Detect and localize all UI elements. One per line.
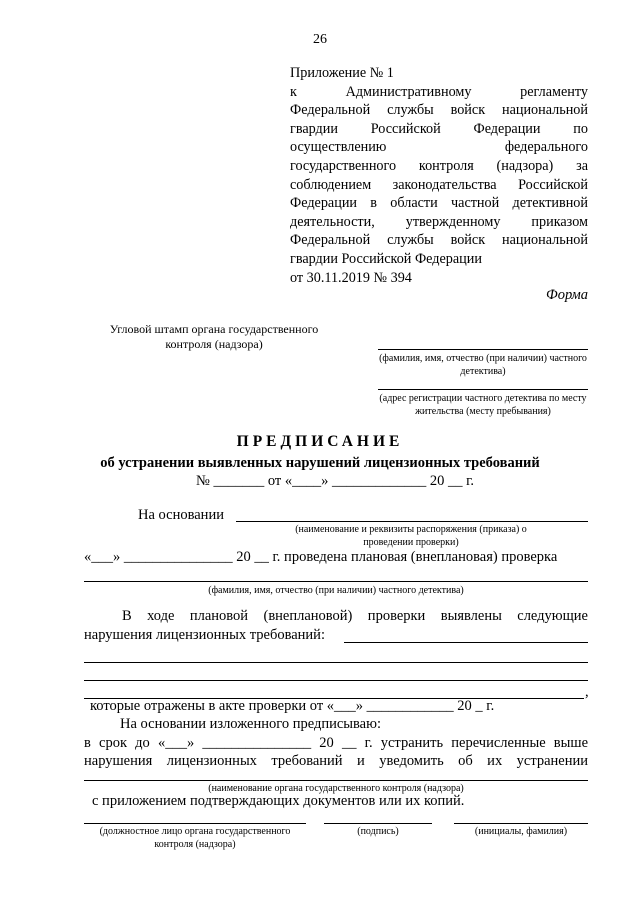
appendix-line: гвардии Российской Федерации по [290,120,588,137]
detective-address-line [378,389,588,390]
act-line: которые отражены в акте проверки от «___» ____________ 20 _ г. [90,698,495,714]
detective-name-caption: (фамилия, имя, отчество (при наличии) частного детектива) [379,353,587,377]
appendix-line: осуществлению федерального [290,139,588,156]
authority-line [84,780,588,781]
appendix-line: Федерации в области частной детективной [290,195,588,212]
attachments-line: с приложением подтверждающих документов или их копий. [92,793,465,809]
document-number-line: № _______ от «____» _____________ 20 __ г. [196,473,475,489]
document-subtitle: об устранении выявленных нарушений лицензионных требований [100,455,540,471]
deadline-line: в срок до «___» _______________ 20 __ г. устранить перечисленные выше [84,735,588,751]
findings-blank [344,642,588,643]
findings-comma: , [585,684,589,700]
prescribe-line: На основании изложенного предписываю: [120,716,381,732]
signature-line [324,823,432,824]
detective-name-line [378,349,588,350]
appendix-line: к Административному регламенту [290,83,588,100]
basis-order-line [236,521,588,522]
detective-caption: (фамилия, имя, отчество (при наличии) частного детектива) [208,585,464,596]
appendix-line: соблюдением законодательства Российской [290,176,588,193]
basis-label: На основании [138,507,224,523]
basis-order-caption: (наименование и реквизиты распоряжения (приказа) о проведении проверки) [295,524,527,548]
appendix-line: Федеральной службы войск национальной [290,232,588,249]
detective-address-caption: (адрес регистрации частного детектива по месту жительства (месту пребывания) [379,393,587,417]
initials-line [454,823,588,824]
corner-stamp: Угловой штамп органа государственного контроля (надзора) [109,322,319,351]
appendix-date: от 30.11.2019 № 394 [290,269,412,286]
initials-caption: (инициалы, фамилия) [474,826,568,837]
findings-line-2: нарушения лицензионных требований: [84,627,325,643]
appendix-title: Приложение № 1 [290,65,394,81]
inspection-line: «___» _______________ 20 __ г. проведена плановая (внеплановая) проверка [84,549,558,565]
detective-line [84,581,588,582]
document-title: ПРЕДПИСАНИЕ [236,433,404,450]
appendix-line: государственного контроля (надзора) за [290,157,588,174]
appendix-line: деятельности, утвержденному приказом [290,213,588,230]
signature-caption: (подпись) [357,826,399,837]
page-number: 26 [313,32,327,47]
appendix-last-line: гвардии Российской Федерации [290,250,482,267]
official-line [84,823,306,824]
form-label: Форма [546,287,588,303]
findings-blank [84,680,588,681]
appendix-block [290,64,588,287]
authority-caption: (наименование органа государственного контроля (надзора) [208,783,464,794]
official-caption: (должностное лицо органа государственного контроля (надзора) [99,826,291,850]
findings-blank [84,662,588,663]
findings-line-1: В ходе плановой (внеплановой) проверки выявлены следующие [122,608,588,624]
appendix-line: Федеральной службы войск национальной [290,102,588,119]
notify-line: нарушения лицензионных требований и уведомить об их устранении [84,753,588,769]
